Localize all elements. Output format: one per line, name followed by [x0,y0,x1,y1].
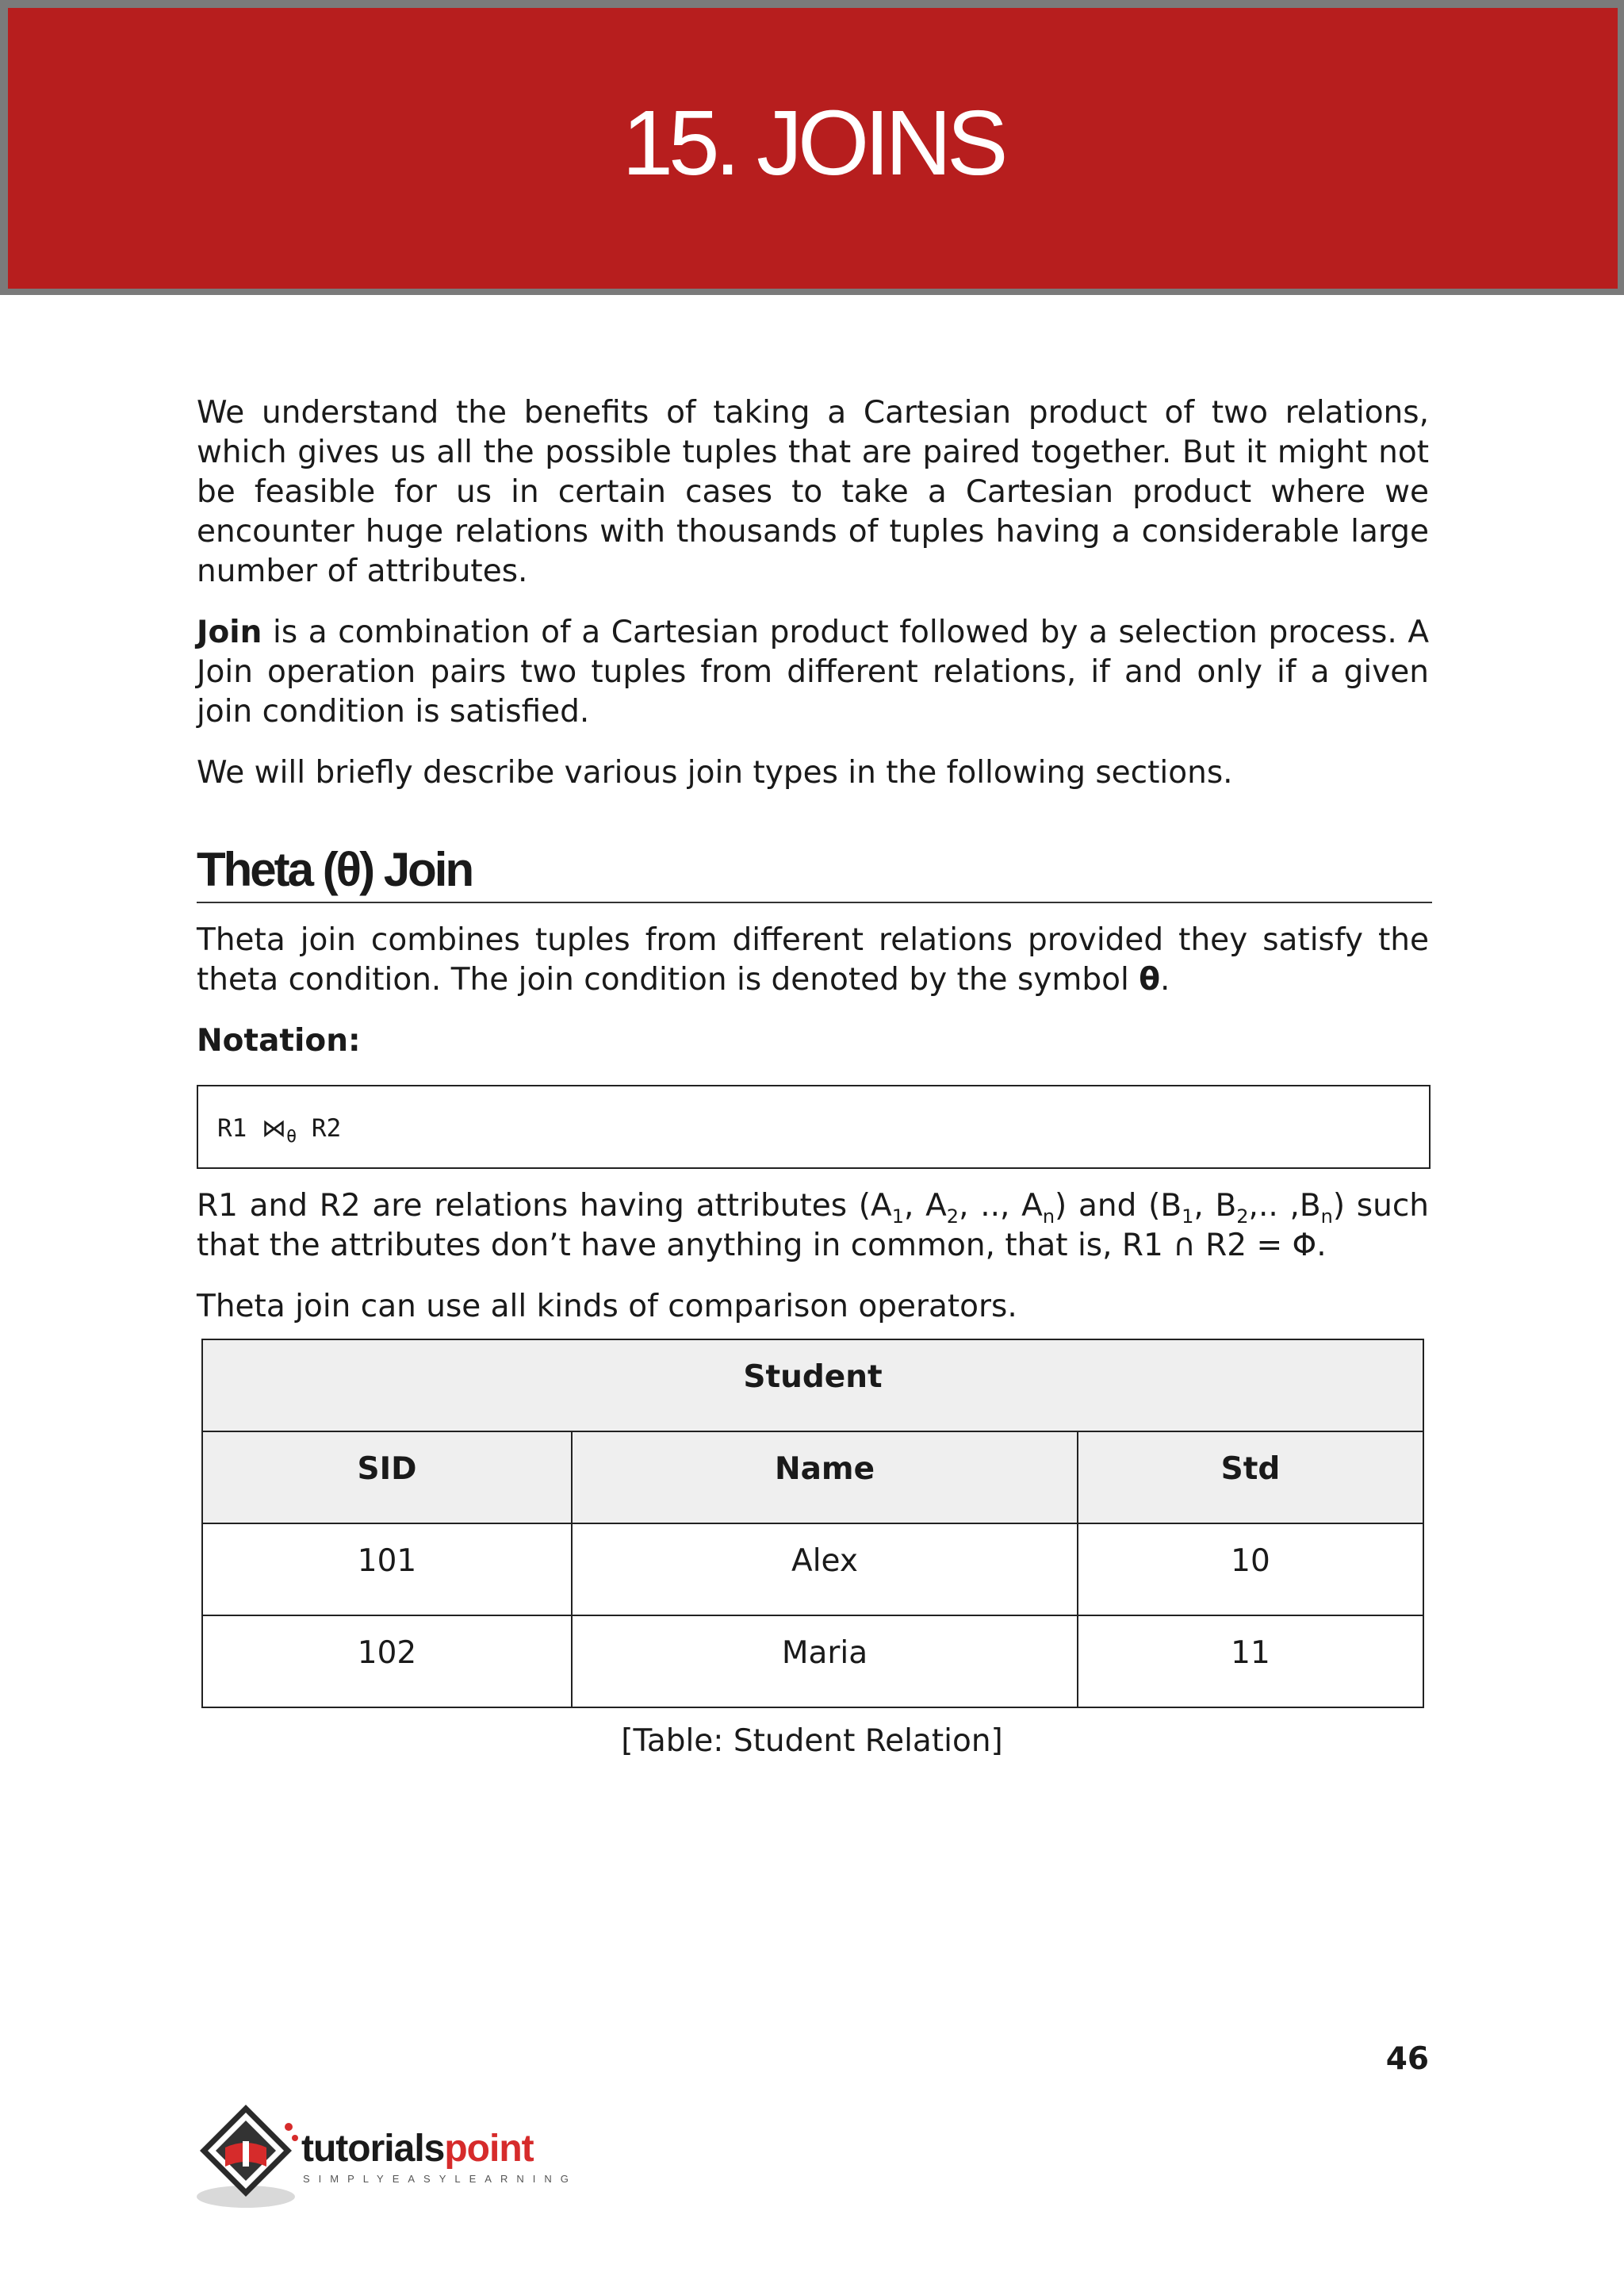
theta-paragraph-end: . [1159,962,1170,998]
table-header-row [202,1431,1423,1523]
table-title: Student [202,1339,1423,1431]
table-cell: Alex [572,1523,1078,1615]
join-term: Join [197,615,262,650]
intro-paragraph-1: We understand the benefits of taking a Cartesian product of two relations, which gives us all the possible tuples that are paired together. But it might not be feasible for us in certain cases to take a Cartesian product where we encounter huge relations with thousands of tuples having a considerable large number of attributes. [197,395,1429,589]
chapter-title: 15. JOINS [622,91,1004,194]
notation-left: R1 ⋈ [217,1114,286,1143]
notation-subscript: θ [286,1127,297,1148]
logo-icon [193,2100,301,2211]
column-header: Name [572,1431,1078,1523]
operators-paragraph: Theta join can use all kinds of comparison operators. [197,1289,1017,1324]
chapter-banner [0,0,1624,295]
attributes-paragraph: R1 and R2 are relations having attributes ($A_1$, $A_2$, .., $A_n$) and ($B_1$, $B_2$,.. $,B_n$) such that the attributes don’t have anything in common, that is, R1 ∩ R2 = Φ. [197,1188,1430,1263]
table-caption: [Table: Student Relation] [621,1723,1003,1759]
logo-wordmark: tutorialspoint [301,2128,534,2170]
notation-box [197,1085,1431,1169]
table-title-row [202,1339,1423,1431]
intro-paragraph-2 [197,613,1429,732]
page-number: 46 [1385,2041,1429,2077]
section-heading-theta-join: Theta (θ) Join [197,845,1432,903]
table-cell: 101 [202,1523,572,1615]
theta-paragraph-text: Theta join combines tuples from different relations provided they satisfy the theta condition. The join condition is denoted by the symbol [197,922,1429,998]
logo-tagline: SIMPLYEASYLEARNING [303,2173,577,2185]
tutorialspoint-logo [193,2100,577,2211]
intro-paragraph-3: We will briefly describe various join types in the following sections. [197,755,1233,791]
column-header: Std [1078,1431,1423,1523]
table-row [202,1523,1423,1615]
table-cell: 10 [1078,1523,1423,1615]
page-content [197,393,1429,1327]
table-row [202,1615,1423,1707]
column-header: SID [202,1431,572,1523]
table-cell: Maria [572,1615,1078,1707]
notation-label: Notation: [197,1023,361,1059]
notation-right: R2 [297,1114,342,1143]
student-table [201,1339,1424,1708]
theta-paragraph [197,921,1429,1000]
table-cell: 11 [1078,1615,1423,1707]
join-definition: is a combination of a Cartesian product followed by a selection process. A Join operation pairs two tuples from different relations, if and only if a given join condition is satisfied. [197,615,1429,730]
table-cell: 102 [202,1615,572,1707]
theta-symbol: θ [1139,962,1160,998]
